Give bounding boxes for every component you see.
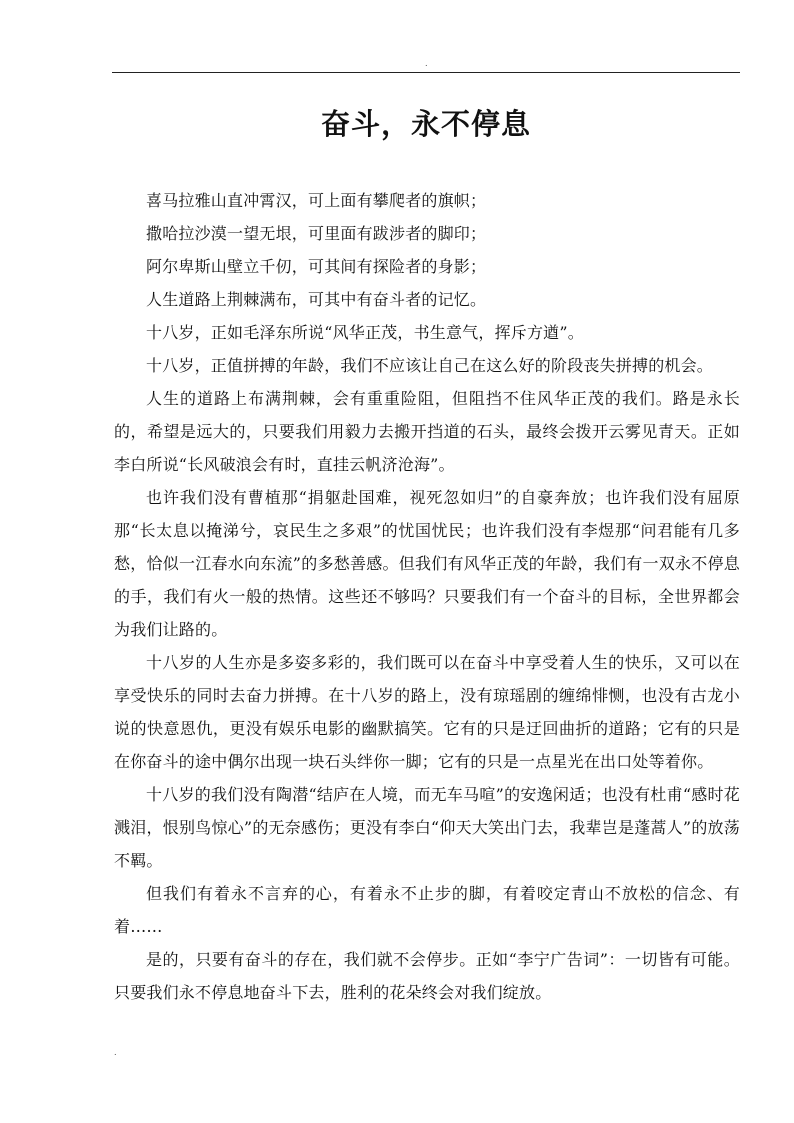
header-rule — [112, 72, 740, 73]
paragraph: 撒哈拉沙漠一望无垠，可里面有跋涉者的脚印； — [146, 224, 487, 243]
paragraph: 人生道路上荆棘满布，可其中有奋斗者的记忆。 — [146, 290, 487, 309]
paragraph: 十八岁，正如毛泽东所说“风华正茂，书生意气，挥斥方遒”。 — [146, 323, 584, 342]
paragraph: 但我们有着永不言弃的心，有着永不止步的脚，有着咬定青山不放松的信念、有着…… — [114, 884, 740, 936]
paragraph: 阿尔卑斯山壁立千仞，可其间有探险者的身影； — [146, 257, 487, 276]
paragraph: 十八岁的我们没有陶潜“结庐在人境，而无车马喧”的安逸闲适；也没有杜甫“感时花溅泪，恨别鸟惊心”的无奈感伤；更没有李白“仰天大笑出门去，我辈岂是蓬蒿人”的放荡不羁。 — [114, 785, 740, 870]
paragraph: 十八岁的人生亦是多姿多彩的，我们既可以在奋斗中享受着人生的快乐，又可以在享受快乐的同时去奋力拼搏。在十八岁的路上，没有琼瑶剧的缠绵悱恻，也没有古龙小说的快意恩仇，更没有娱乐电影的幽默搞笑。它有的只是迂回曲折的道路；它有的只是在你奋斗的途中偶尔出现一块石头绊你一脚；它有的只是一点星光在出口处等着你。 — [114, 653, 740, 771]
paragraph: 是的，只要有奋斗的存在，我们就不会停步。正如“李宁广告词”：一切皆有可能。只要我们永不停息地奋斗下去，胜利的花朵终会对我们绽放。 — [114, 950, 740, 1002]
paragraph: 也许我们没有曹植那“捐躯赴国难，视死忽如归”的自豪奔放；也许我们没有屈原那“长太息以掩涕兮，哀民生之多艰”的忧国忧民；也许我们没有李煜那“问君能有几多愁，恰似一江春水向东流”的多愁善感。但我们有风华正茂的年龄，我们有一双永不停息的手，我们有火一般的热情。这些还不够吗？只要我们有一个奋斗的目标，全世界都会为我们让路的。 — [114, 488, 740, 639]
paragraph: 十八岁，正值拼搏的年龄，我们不应该让自己在这么好的阶段丧失拼搏的机会。 — [146, 356, 714, 375]
paragraph: 喜马拉雅山直冲霄汉，可上面有攀爬者的旗帜； — [146, 191, 487, 210]
page-title: 奋斗，永不停息 — [320, 107, 531, 141]
paragraph: 人生的道路上布满荆棘，会有重重险阻，但阻挡不住风华正茂的我们。路是永长的，希望是远大的，只要我们用毅力去搬开挡道的石头，最终会拨开云雾见青天。正如李白所说“长风破浪会有时，直挂云帆济沧海”。 — [114, 389, 740, 474]
footer-mark: . — [114, 1048, 117, 1057]
document-body — [114, 184, 740, 1009]
header-mark: . — [425, 59, 428, 68]
